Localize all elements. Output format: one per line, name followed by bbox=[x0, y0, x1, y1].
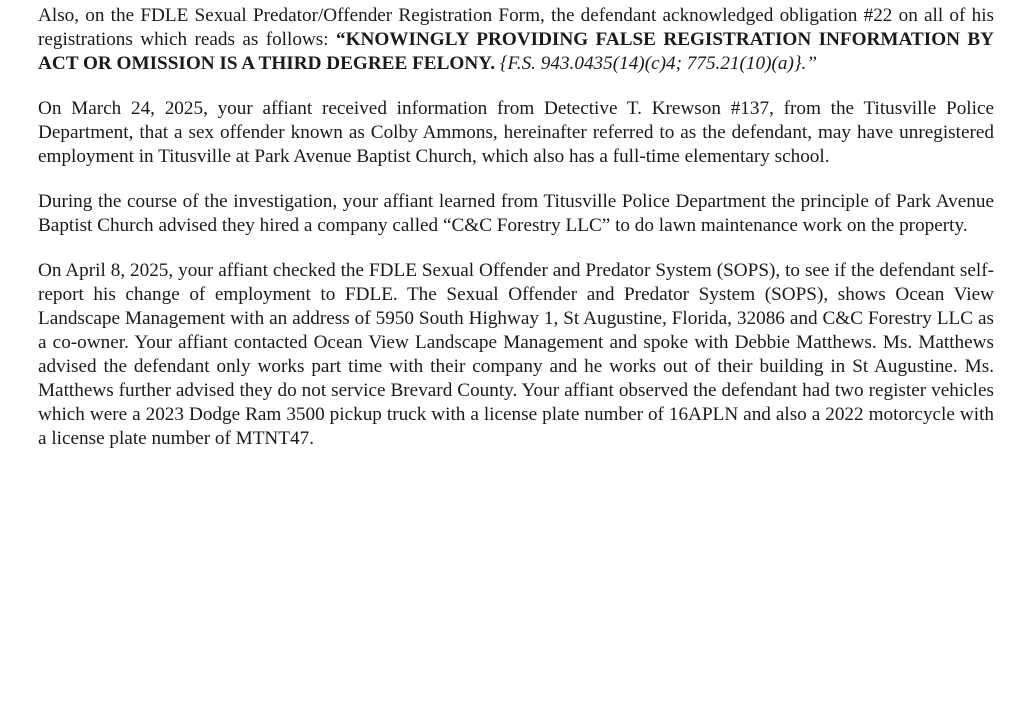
statute-citation: {F.S. 943.0435(14)(c)4; 775.21(10)(a)}. bbox=[495, 53, 807, 74]
paragraph-investigation: During the course of the investigation, your affiant learned from Titusville Police Department the principle of Park Avenue Baptist Church advised they hired a company called “C&C Forestry LLC” to do lawn maintenance work on the property. bbox=[38, 191, 994, 236]
paragraph-registration-obligation bbox=[38, 4, 994, 76]
felony-warning-text: KNOWINGLY PROVIDING FALSE REGISTRATION INFORMATION BY ACT OR OMISSION IS A THIRD DEGREE FELONY. bbox=[38, 29, 995, 74]
paragraph-sops-check: On April 8, 2025, your affiant checked the FDLE Sexual Offender and Predator System (SOPS), to see if the defendant self-report his change of employment to FDLE. The Sexual Offender and Predator System (SOPS), shows Ocean View Landscape Management with an address of 5950 South Highway 1, St Augustine, Florida, 32086 and C&C Forestry LLC as a co-owner. Your affiant contacted Ocean View Landscape Management and spoke with Debbie Matthews. Ms. Matthews advised the defendant only works part time with their company and he works out of their building in St Augustine. Ms. Matthews further advised they do not service Brevard County. Your affiant observed the defendant had two register vehicles which were a 2023 Dodge Ram 3500 pickup truck with a license plate number of 16APLN and also a 2022 motorcycle with a license plate number of MTNT47. bbox=[38, 260, 994, 449]
paragraph-1-intro: Also, on the FDLE Sexual Predator/Offender Registration Form, the defendant acknowledged obligation #22 on all of his registrations which reads as follows: bbox=[38, 5, 994, 50]
document-page bbox=[38, 4, 994, 472]
paragraph-1-open-quote: “ bbox=[335, 29, 346, 50]
paragraph-1-close-quote: ” bbox=[806, 53, 818, 74]
paragraph-initial-information: On March 24, 2025, your affiant received information from Detective T. Krewson #137, from the Titusville Police Department, that a sex offender known as Colby Ammons, hereinafter referred to as the defendant, may have unregistered employment in Titusville at Park Avenue Baptist Church, which also has a full-time elementary school. bbox=[38, 98, 994, 167]
